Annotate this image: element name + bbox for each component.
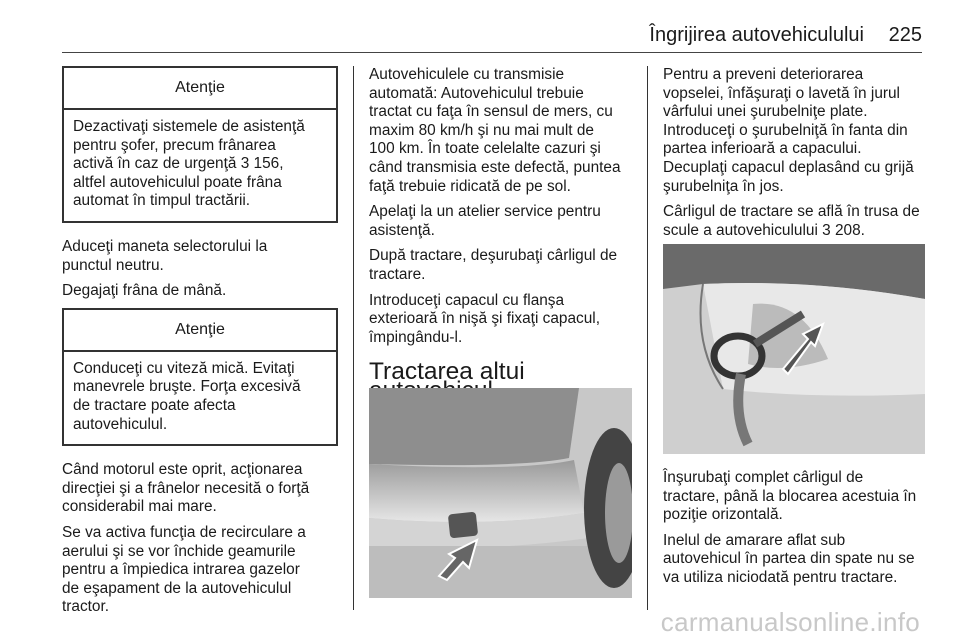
paragraph: Cârligul de tractare se află în trusa de scule a autovehiculului 3 208. xyxy=(663,203,920,239)
page-title: Îngrijirea autovehiculului xyxy=(649,24,864,46)
paragraph: Degajaţi frâna de mână. xyxy=(62,282,227,300)
right-column xyxy=(663,66,927,247)
warning-heading: Atenţie xyxy=(64,310,336,352)
paragraph: După tractare, deşurubaţi cârligul de tractare. xyxy=(369,247,618,283)
paragraph: Se va activa funcţia de recirculare a aerului şi se vor închide geamurile pentru a împiedica intrarea gazelor de eşapament de la autovehiculul tractor. xyxy=(62,523,306,616)
paragraph: Când motorul este oprit, acţionarea direcţiei şi a frânelor necesită o forţă considerabil mai mare. xyxy=(62,461,310,516)
page-number: 225 xyxy=(888,24,922,46)
warning-text: Dezactivaţi sistemele de asistenţă pentru şofer, precum frânarea activă în caz de urgenţă 3 156, altfel autovehiculul poate frâna automat în timpul tractării. xyxy=(73,118,305,210)
warning-text: Conduceţi cu viteză mică. Evitaţi manevrele bruşte. Forţa excesivă de tractare poate afecta autovehiculul. xyxy=(73,359,301,433)
section-heading: Tractarea altui xyxy=(369,358,525,386)
paragraph: Apelaţi la un atelier service pentru asistenţă. xyxy=(369,203,601,239)
paragraph: Introduceţi capacul cu flanşa exterioară în nişă şi fixaţi capacul, împingându-l. xyxy=(369,291,600,346)
watermark: carmanualsonline.info xyxy=(660,607,920,637)
warning-box xyxy=(62,308,338,446)
paragraph: Înşurubaţi complet cârligul de tractare, până la blocarea acestuia în poziţie orizontală. xyxy=(663,469,917,524)
column-divider xyxy=(647,66,648,610)
left-column xyxy=(62,66,338,624)
middle-column xyxy=(369,66,637,417)
tow-hook-installed-photo xyxy=(663,244,925,454)
paragraph: Autovehiculele cu transmisie automată: Autovehiculul trebuie tractat cu faţa în sensul de mers, cu maxim 80 km/h şi nu mai mult de 100 km. În toate celelalte cazuri şi când transmisia este defectă, puntea faţă trebuie ridicată de pe sol. xyxy=(369,66,621,195)
paragraph: Pentru a preveni deteriorarea vopselei, înfăşuraţi o lavetă în jurul vârfului unei şurubelniţe plate. Introduceţi o şurubelniţă în fanta din partea inferioară a capacului. Decuplaţi capacul deplasând cu grijă şurubelniţa în jos. xyxy=(663,66,914,195)
column-divider xyxy=(353,66,354,610)
paragraph: Inelul de amarare aflat sub autovehicul în partea din spate nu se va utiliza niciodată pentru tractare. xyxy=(663,531,915,586)
warning-box xyxy=(62,66,338,223)
warning-heading: Atenţie xyxy=(64,68,336,110)
rear-bumper-tow-eye-photo xyxy=(369,388,632,598)
paragraph: Aduceţi maneta selectorului la punctul neutru. xyxy=(62,237,268,274)
page-header xyxy=(62,0,922,53)
right-column-lower xyxy=(663,469,927,595)
